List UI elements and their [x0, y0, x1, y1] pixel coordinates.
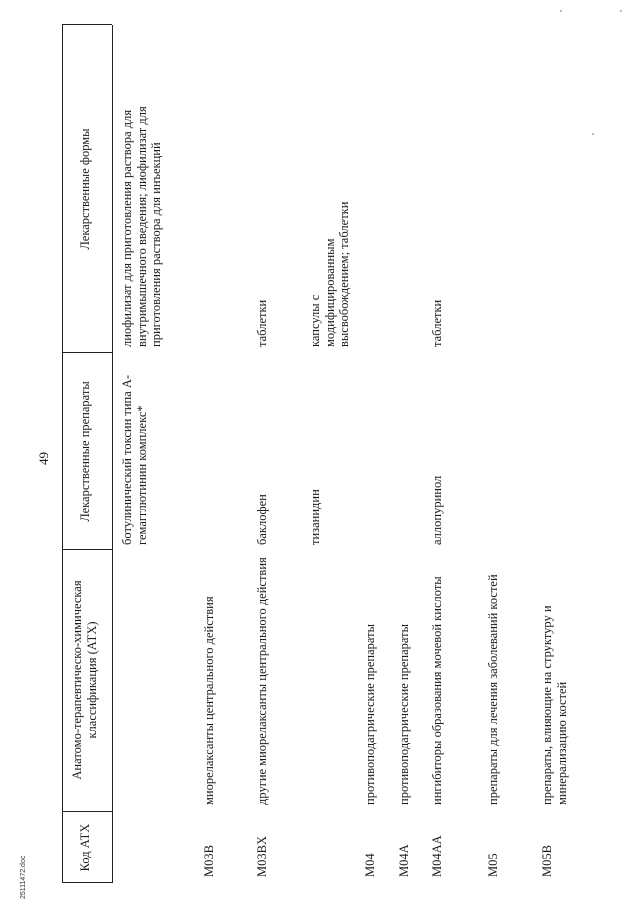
- cell-atc-code: M03BX: [255, 836, 269, 877]
- table-top-border: [62, 25, 63, 883]
- header-bottom-border: [112, 25, 113, 883]
- cell-dosage-form: таблетки: [430, 299, 444, 347]
- header-drugs: Лекарственные препараты: [78, 381, 92, 522]
- cell-atc-code: M04A: [397, 844, 411, 877]
- cell-drug: баклофен: [255, 494, 269, 545]
- scan-artifact: [620, 10, 622, 12]
- cell-atc-code: M04: [363, 853, 377, 877]
- header-atc-classification: Анатомо-терапевтическо-химическая классификация (АТХ): [70, 580, 99, 780]
- cell-classification: противоподагрические препараты: [363, 624, 377, 805]
- cell-classification: миорелаксанты центрального действия: [202, 596, 216, 805]
- cell-atc-code: M05B: [540, 845, 554, 877]
- cell-classification: другие миорелаксанты центрального действия: [255, 557, 269, 805]
- cell-classification: препараты для лечения заболеваний костей: [486, 574, 500, 805]
- document-footer: 25111472.doc: [20, 855, 27, 899]
- cell-drug: тизанидин: [308, 489, 322, 545]
- cell-drug: аллопуринол: [430, 475, 444, 545]
- scan-artifact: [560, 10, 562, 12]
- header-code: Код АТХ: [78, 823, 92, 872]
- cell-dosage-form: таблетки: [255, 299, 269, 347]
- cell-atc-code: M05: [486, 853, 500, 877]
- cell-classification: ингибиторы образования мочевой кислоты: [430, 576, 444, 805]
- cell-dosage-form: лиофилизат для приготовления раствора для внутримышечного введения; лиофилизат для приготовления раствора для инъекций: [120, 106, 163, 347]
- cell-dosage-form: капсулы с модифицированным высвобождением; таблетки: [308, 201, 351, 347]
- cell-drug: ботулинический токсин типа А-гемагглютинин комплекс*: [120, 374, 149, 545]
- cell-classification: препараты, влияющие на структуру и минерализацию костей: [540, 605, 569, 805]
- header-dosage-forms: Лекарственные формы: [78, 128, 92, 250]
- cell-classification: противоподагрические препараты: [397, 624, 411, 805]
- scan-artifact: [592, 133, 594, 135]
- cell-atc-code: M03B: [202, 845, 216, 877]
- cell-atc-code: M04AA: [430, 835, 444, 877]
- page-number: 49: [36, 452, 51, 465]
